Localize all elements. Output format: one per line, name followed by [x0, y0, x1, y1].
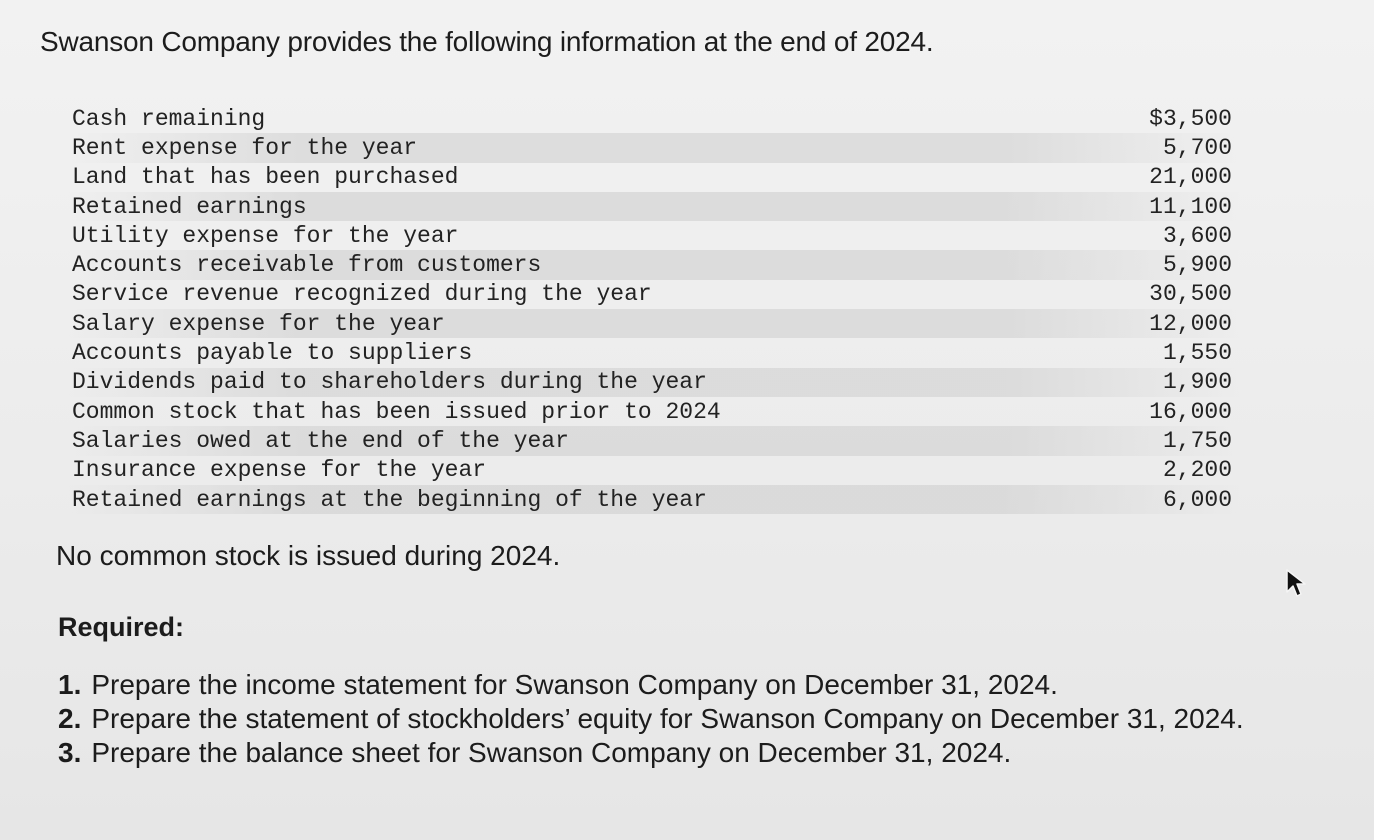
table-row: [68, 456, 1240, 485]
intro-text: Swanson Company provides the following information at the end of 2024.: [40, 26, 934, 57]
item-label: Cash remaining: [72, 105, 266, 132]
table-row: [68, 426, 1240, 455]
item-value: 2,200: [1162, 457, 1232, 484]
list-item: [58, 668, 1244, 702]
list-item: [58, 702, 1244, 736]
requirement-number: 1.: [58, 669, 82, 700]
table-row: [68, 368, 1240, 397]
item-label: Land that has been purchased: [72, 164, 459, 191]
item-value: 1,550: [1162, 340, 1232, 367]
item-value: 30,500: [1149, 281, 1232, 308]
table-row: [68, 221, 1240, 250]
list-item: [58, 736, 1244, 770]
table-row: [68, 338, 1240, 367]
table-row: [68, 104, 1240, 133]
table-row: [68, 309, 1240, 338]
table-row: [68, 133, 1240, 162]
common-stock-note: No common stock is issued during 2024.: [56, 540, 561, 571]
requirements-list: [58, 668, 1244, 770]
item-value: 12,000: [1149, 310, 1232, 337]
table-row: [68, 280, 1240, 309]
table-row: [68, 163, 1240, 192]
table-row: [68, 397, 1240, 426]
item-label: Retained earnings: [72, 193, 307, 220]
item-label: Insurance expense for the year: [72, 457, 487, 484]
account-data-table: [68, 104, 1240, 514]
item-value: 3,600: [1162, 222, 1232, 249]
item-value: 5,900: [1162, 252, 1232, 279]
item-label: Salaries owed at the end of the year: [72, 427, 569, 454]
item-label: Salary expense for the year: [72, 310, 445, 337]
item-label: Common stock that has been issued prior to 2024: [72, 398, 721, 425]
requirement-number: 3.: [58, 737, 82, 768]
item-value: 16,000: [1149, 398, 1232, 425]
table-row: [68, 485, 1240, 514]
item-label: Utility expense for the year: [72, 222, 459, 249]
item-value: 1,900: [1162, 369, 1232, 396]
requirement-number: 2.: [58, 703, 82, 734]
required-heading: Required:: [58, 612, 185, 642]
item-label: Dividends paid to shareholders during the year: [72, 369, 707, 396]
item-value: $3,500: [1149, 105, 1232, 132]
item-value: 6,000: [1162, 486, 1232, 513]
item-label: Service revenue recognized during the year: [72, 281, 652, 308]
item-value: 11,100: [1149, 193, 1232, 220]
requirement-text: Prepare the income statement for Swanson Company on December 31, 2024.: [91, 669, 1058, 700]
item-label: Accounts receivable from customers: [72, 252, 542, 279]
item-value: 21,000: [1149, 164, 1232, 191]
item-label: Rent expense for the year: [72, 134, 418, 161]
item-label: Accounts payable to suppliers: [72, 340, 473, 367]
item-label: Retained earnings at the beginning of the year: [72, 486, 707, 513]
requirement-text: Prepare the balance sheet for Swanson Company on December 31, 2024.: [91, 737, 1012, 768]
table-row: [68, 250, 1240, 279]
table-row: [68, 192, 1240, 221]
item-value: 1,750: [1162, 427, 1232, 454]
requirement-text: Prepare the statement of stockholders’ equity for Swanson Company on December 31, 2024.: [91, 703, 1244, 734]
mouse-pointer-icon: [1284, 568, 1308, 598]
item-value: 5,700: [1162, 134, 1232, 161]
